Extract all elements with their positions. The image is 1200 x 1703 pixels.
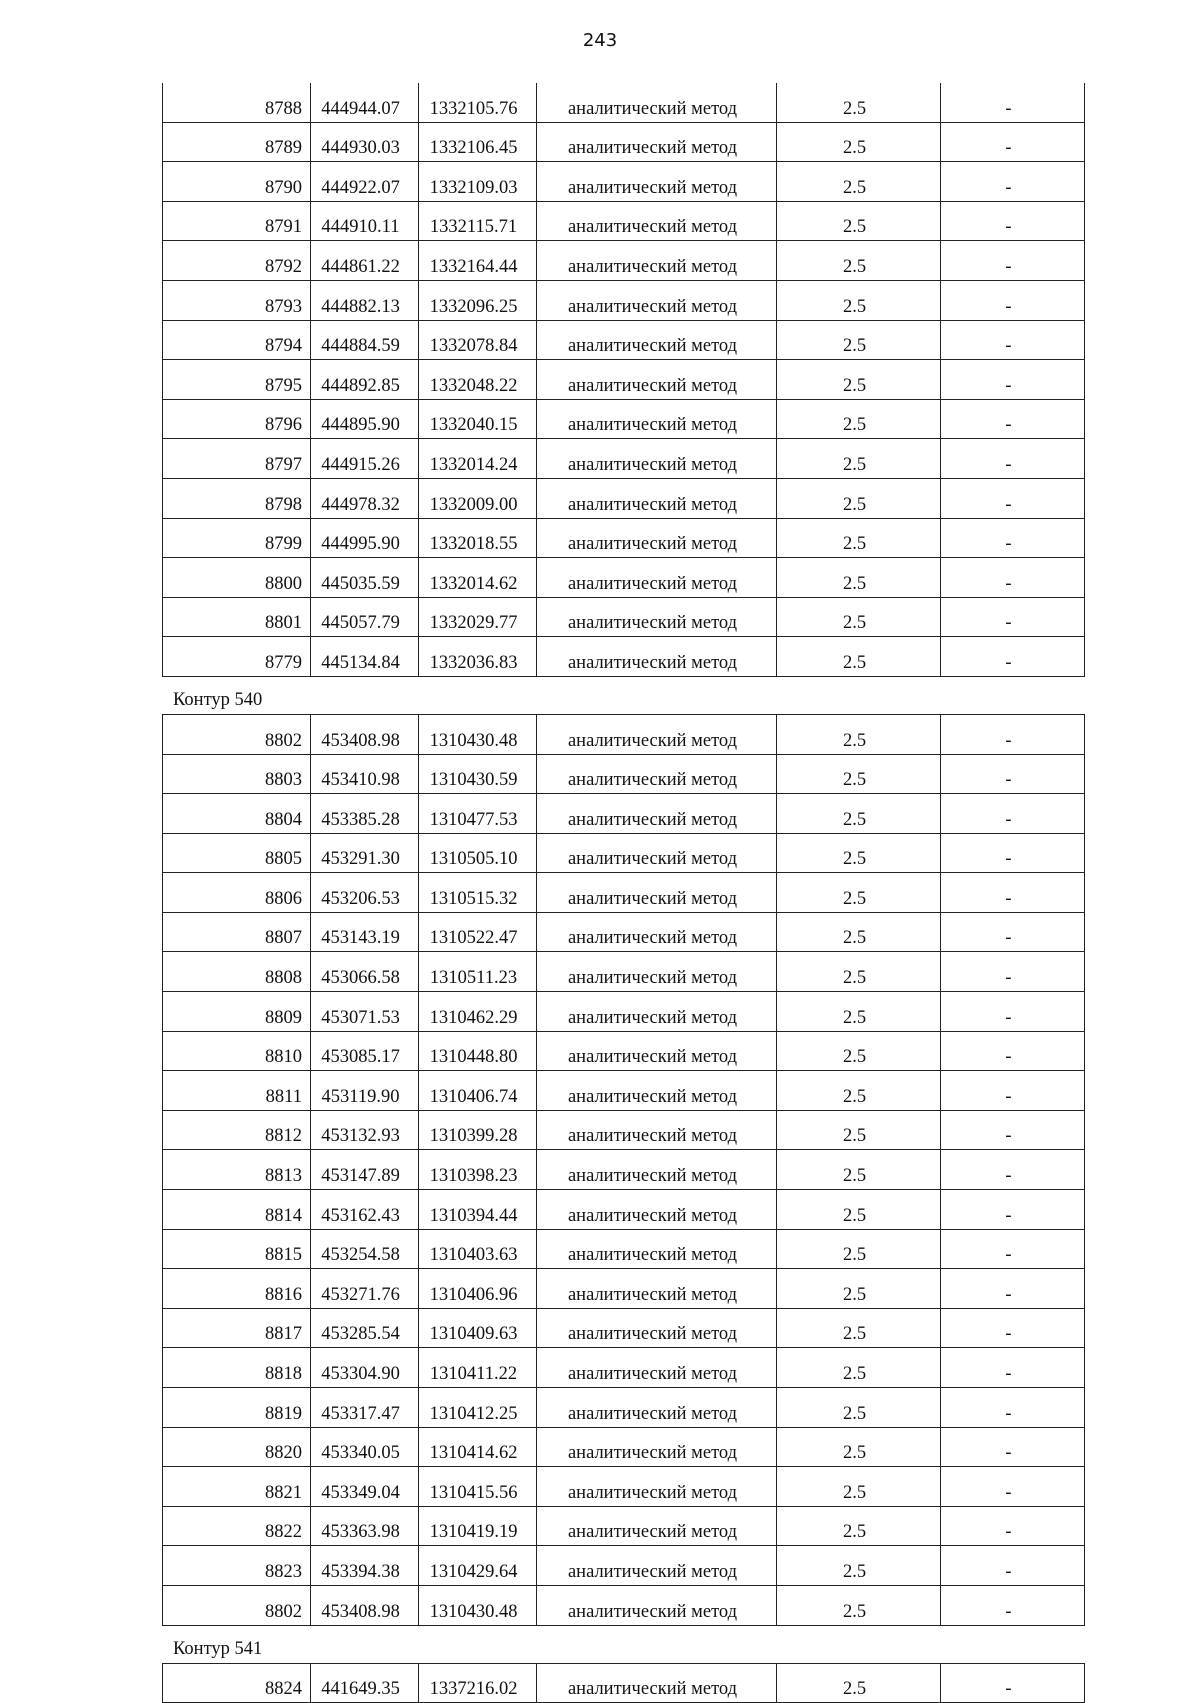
x-coordinate-cell: 453143.19 <box>311 912 419 952</box>
accuracy-cell: 2.5 <box>777 1663 941 1703</box>
page-number: 243 <box>582 30 618 51</box>
x-coordinate-cell: 453254.58 <box>311 1229 419 1269</box>
point-number-cell: 8813 <box>163 1150 311 1190</box>
method-cell: аналитический метод <box>537 1546 777 1586</box>
method-cell: аналитический метод <box>537 1427 777 1467</box>
method-cell: аналитический метод <box>537 873 777 913</box>
y-coordinate-cell: 1332018.55 <box>419 518 537 558</box>
method-cell: аналитический метод <box>537 1150 777 1190</box>
accuracy-cell: 2.5 <box>777 714 941 754</box>
x-coordinate-cell: 453349.04 <box>311 1467 419 1507</box>
table-row <box>163 122 1085 162</box>
y-coordinate-cell: 1310406.74 <box>419 1071 537 1111</box>
description-cell: - <box>941 1663 1085 1703</box>
method-cell: аналитический метод <box>537 794 777 834</box>
method-cell: аналитический метод <box>537 241 777 281</box>
method-cell: аналитический метод <box>537 478 777 518</box>
table-row <box>163 873 1085 913</box>
x-coordinate-cell: 453340.05 <box>311 1427 419 1467</box>
description-cell: - <box>941 1348 1085 1388</box>
point-number-cell: 8824 <box>163 1663 311 1703</box>
method-cell: аналитический метод <box>537 1190 777 1230</box>
description-cell: - <box>941 1546 1085 1586</box>
table-row <box>163 399 1085 439</box>
method-cell: аналитический метод <box>537 83 777 122</box>
description-cell: - <box>941 280 1085 320</box>
accuracy-cell: 2.5 <box>777 1467 941 1507</box>
y-coordinate-cell: 1310394.44 <box>419 1190 537 1230</box>
description-cell: - <box>941 1388 1085 1428</box>
table-row <box>163 1585 1085 1625</box>
y-coordinate-cell: 1310403.63 <box>419 1229 537 1269</box>
table-row <box>163 952 1085 992</box>
x-coordinate-cell: 445035.59 <box>311 558 419 598</box>
point-number-cell: 8805 <box>163 833 311 873</box>
x-coordinate-cell: 453317.47 <box>311 1388 419 1428</box>
y-coordinate-cell: 1310415.56 <box>419 1467 537 1507</box>
method-cell: аналитический метод <box>537 1388 777 1428</box>
point-number-cell: 8799 <box>163 518 311 558</box>
accuracy-cell: 2.5 <box>777 1229 941 1269</box>
method-cell: аналитический метод <box>537 320 777 360</box>
x-coordinate-cell: 444892.85 <box>311 360 419 400</box>
accuracy-cell: 2.5 <box>777 952 941 992</box>
x-coordinate-cell: 444895.90 <box>311 399 419 439</box>
accuracy-cell: 2.5 <box>777 518 941 558</box>
x-coordinate-cell: 453206.53 <box>311 873 419 913</box>
y-coordinate-cell: 1332078.84 <box>419 320 537 360</box>
accuracy-cell: 2.5 <box>777 558 941 598</box>
method-cell: аналитический метод <box>537 122 777 162</box>
accuracy-cell: 2.5 <box>777 637 941 677</box>
accuracy-cell: 2.5 <box>777 1190 941 1230</box>
accuracy-cell: 2.5 <box>777 399 941 439</box>
y-coordinate-cell: 1310430.48 <box>419 1585 537 1625</box>
description-cell: - <box>941 952 1085 992</box>
description-cell: - <box>941 637 1085 677</box>
accuracy-cell: 2.5 <box>777 1388 941 1428</box>
accuracy-cell: 2.5 <box>777 1110 941 1150</box>
y-coordinate-cell: 1310414.62 <box>419 1427 537 1467</box>
description-cell: - <box>941 399 1085 439</box>
x-coordinate-cell: 453385.28 <box>311 794 419 834</box>
x-coordinate-cell: 453147.89 <box>311 1150 419 1190</box>
x-coordinate-cell: 444884.59 <box>311 320 419 360</box>
point-number-cell: 8804 <box>163 794 311 834</box>
y-coordinate-cell: 1337216.02 <box>419 1663 537 1703</box>
method-cell: аналитический метод <box>537 637 777 677</box>
point-number-cell: 8817 <box>163 1308 311 1348</box>
x-coordinate-cell: 444910.11 <box>311 201 419 241</box>
table-row <box>163 1150 1085 1190</box>
point-number-cell: 8779 <box>163 637 311 677</box>
x-coordinate-cell: 453271.76 <box>311 1269 419 1309</box>
method-cell: аналитический метод <box>537 201 777 241</box>
y-coordinate-cell: 1332040.15 <box>419 399 537 439</box>
x-coordinate-cell: 444882.13 <box>311 280 419 320</box>
y-coordinate-cell: 1332096.25 <box>419 280 537 320</box>
description-cell: - <box>941 1150 1085 1190</box>
table-row <box>163 794 1085 834</box>
description-cell: - <box>941 201 1085 241</box>
point-number-cell: 8790 <box>163 162 311 202</box>
method-cell: аналитический метод <box>537 558 777 598</box>
accuracy-cell: 2.5 <box>777 1427 941 1467</box>
y-coordinate-cell: 1310398.23 <box>419 1150 537 1190</box>
method-cell: аналитический метод <box>537 912 777 952</box>
x-coordinate-cell: 453285.54 <box>311 1308 419 1348</box>
accuracy-cell: 2.5 <box>777 1150 941 1190</box>
table-row <box>163 1229 1085 1269</box>
description-cell: - <box>941 478 1085 518</box>
description-cell: - <box>941 122 1085 162</box>
method-cell: аналитический метод <box>537 439 777 479</box>
y-coordinate-cell: 1310429.64 <box>419 1546 537 1586</box>
point-number-cell: 8807 <box>163 912 311 952</box>
table-row <box>163 360 1085 400</box>
table-row <box>163 201 1085 241</box>
description-cell: - <box>941 1031 1085 1071</box>
method-cell: аналитический метод <box>537 597 777 637</box>
y-coordinate-cell: 1332105.76 <box>419 83 537 122</box>
point-number-cell: 8795 <box>163 360 311 400</box>
table-row <box>163 754 1085 794</box>
y-coordinate-cell: 1310430.59 <box>419 754 537 794</box>
description-cell: - <box>941 1585 1085 1625</box>
table-row <box>163 1388 1085 1428</box>
description-cell: - <box>941 241 1085 281</box>
x-coordinate-cell: 444922.07 <box>311 162 419 202</box>
table-row <box>163 597 1085 637</box>
point-number-cell: 8812 <box>163 1110 311 1150</box>
y-coordinate-cell: 1332164.44 <box>419 241 537 281</box>
accuracy-cell: 2.5 <box>777 1269 941 1309</box>
method-cell: аналитический метод <box>537 1467 777 1507</box>
accuracy-cell: 2.5 <box>777 1585 941 1625</box>
table-row <box>163 1427 1085 1467</box>
description-cell: - <box>941 833 1085 873</box>
method-cell: аналитический метод <box>537 833 777 873</box>
description-cell: - <box>941 1229 1085 1269</box>
description-cell: - <box>941 754 1085 794</box>
table-row <box>163 1071 1085 1111</box>
x-coordinate-cell: 444978.32 <box>311 478 419 518</box>
table-row <box>163 714 1085 754</box>
x-coordinate-cell: 453394.38 <box>311 1546 419 1586</box>
table-row <box>163 518 1085 558</box>
table-row <box>163 912 1085 952</box>
point-number-cell: 8820 <box>163 1427 311 1467</box>
point-number-cell: 8808 <box>163 952 311 992</box>
contour-label: Контур 540 <box>173 689 263 710</box>
accuracy-cell: 2.5 <box>777 1348 941 1388</box>
description-cell: - <box>941 1190 1085 1230</box>
description-cell: - <box>941 162 1085 202</box>
y-coordinate-cell: 1310411.22 <box>419 1348 537 1388</box>
point-number-cell: 8801 <box>163 597 311 637</box>
table-row <box>163 1467 1085 1507</box>
accuracy-cell: 2.5 <box>777 122 941 162</box>
accuracy-cell: 2.5 <box>777 201 941 241</box>
accuracy-cell: 2.5 <box>777 992 941 1032</box>
point-number-cell: 8806 <box>163 873 311 913</box>
accuracy-cell: 2.5 <box>777 280 941 320</box>
x-coordinate-cell: 453085.17 <box>311 1031 419 1071</box>
description-cell: - <box>941 912 1085 952</box>
description-cell: - <box>941 873 1085 913</box>
coordinates-document <box>162 83 1084 1703</box>
table-row <box>163 478 1085 518</box>
point-number-cell: 8796 <box>163 399 311 439</box>
y-coordinate-cell: 1310515.32 <box>419 873 537 913</box>
method-cell: аналитический метод <box>537 992 777 1032</box>
table-row <box>163 1546 1085 1586</box>
x-coordinate-cell: 453304.90 <box>311 1348 419 1388</box>
method-cell: аналитический метод <box>537 360 777 400</box>
x-coordinate-cell: 453132.93 <box>311 1110 419 1150</box>
accuracy-cell: 2.5 <box>777 1546 941 1586</box>
method-cell: аналитический метод <box>537 1663 777 1703</box>
point-number-cell: 8819 <box>163 1388 311 1428</box>
method-cell: аналитический метод <box>537 1071 777 1111</box>
y-coordinate-cell: 1332048.22 <box>419 360 537 400</box>
accuracy-cell: 2.5 <box>777 83 941 122</box>
accuracy-cell: 2.5 <box>777 794 941 834</box>
accuracy-cell: 2.5 <box>777 241 941 281</box>
accuracy-cell: 2.5 <box>777 754 941 794</box>
y-coordinate-cell: 1332115.71 <box>419 201 537 241</box>
method-cell: аналитический метод <box>537 1308 777 1348</box>
x-coordinate-cell: 453119.90 <box>311 1071 419 1111</box>
point-number-cell: 8811 <box>163 1071 311 1111</box>
coordinates-table <box>162 714 1085 1626</box>
table-row <box>163 241 1085 281</box>
point-number-cell: 8792 <box>163 241 311 281</box>
table-row <box>163 558 1085 598</box>
description-cell: - <box>941 992 1085 1032</box>
x-coordinate-cell: 453363.98 <box>311 1506 419 1546</box>
description-cell: - <box>941 518 1085 558</box>
table-row <box>163 1348 1085 1388</box>
y-coordinate-cell: 1310448.80 <box>419 1031 537 1071</box>
y-coordinate-cell: 1332109.03 <box>419 162 537 202</box>
accuracy-cell: 2.5 <box>777 1308 941 1348</box>
table-row <box>163 833 1085 873</box>
description-cell: - <box>941 1110 1085 1150</box>
table-row <box>163 162 1085 202</box>
method-cell: аналитический метод <box>537 518 777 558</box>
accuracy-cell: 2.5 <box>777 320 941 360</box>
method-cell: аналитический метод <box>537 754 777 794</box>
point-number-cell: 8823 <box>163 1546 311 1586</box>
point-number-cell: 8814 <box>163 1190 311 1230</box>
point-number-cell: 8802 <box>163 1585 311 1625</box>
point-number-cell: 8816 <box>163 1269 311 1309</box>
description-cell: - <box>941 439 1085 479</box>
table-row <box>163 83 1085 122</box>
table-row <box>163 1506 1085 1546</box>
table-row <box>163 280 1085 320</box>
accuracy-cell: 2.5 <box>777 1506 941 1546</box>
x-coordinate-cell: 444995.90 <box>311 518 419 558</box>
table-row <box>163 992 1085 1032</box>
x-coordinate-cell: 445134.84 <box>311 637 419 677</box>
description-cell: - <box>941 1071 1085 1111</box>
method-cell: аналитический метод <box>537 280 777 320</box>
y-coordinate-cell: 1310406.96 <box>419 1269 537 1309</box>
x-coordinate-cell: 453408.98 <box>311 1585 419 1625</box>
method-cell: аналитический метод <box>537 1110 777 1150</box>
method-cell: аналитический метод <box>537 1269 777 1309</box>
contour-label: Контур 541 <box>173 1638 263 1659</box>
point-number-cell: 8822 <box>163 1506 311 1546</box>
y-coordinate-cell: 1310522.47 <box>419 912 537 952</box>
accuracy-cell: 2.5 <box>777 360 941 400</box>
y-coordinate-cell: 1332029.77 <box>419 597 537 637</box>
method-cell: аналитический метод <box>537 162 777 202</box>
table-row <box>163 1031 1085 1071</box>
point-number-cell: 8788 <box>163 83 311 122</box>
description-cell: - <box>941 1269 1085 1309</box>
point-number-cell: 8815 <box>163 1229 311 1269</box>
point-number-cell: 8798 <box>163 478 311 518</box>
y-coordinate-cell: 1310462.29 <box>419 992 537 1032</box>
point-number-cell: 8802 <box>163 714 311 754</box>
description-cell: - <box>941 83 1085 122</box>
point-number-cell: 8793 <box>163 280 311 320</box>
method-cell: аналитический метод <box>537 1585 777 1625</box>
method-cell: аналитический метод <box>537 1031 777 1071</box>
y-coordinate-cell: 1332014.62 <box>419 558 537 598</box>
y-coordinate-cell: 1310419.19 <box>419 1506 537 1546</box>
description-cell: - <box>941 1427 1085 1467</box>
accuracy-cell: 2.5 <box>777 1071 941 1111</box>
method-cell: аналитический метод <box>537 714 777 754</box>
x-coordinate-cell: 453066.58 <box>311 952 419 992</box>
point-number-cell: 8810 <box>163 1031 311 1071</box>
y-coordinate-cell: 1332106.45 <box>419 122 537 162</box>
accuracy-cell: 2.5 <box>777 912 941 952</box>
accuracy-cell: 2.5 <box>777 597 941 637</box>
point-number-cell: 8789 <box>163 122 311 162</box>
accuracy-cell: 2.5 <box>777 478 941 518</box>
x-coordinate-cell: 444930.03 <box>311 122 419 162</box>
description-cell: - <box>941 597 1085 637</box>
y-coordinate-cell: 1332036.83 <box>419 637 537 677</box>
description-cell: - <box>941 714 1085 754</box>
x-coordinate-cell: 441649.35 <box>311 1663 419 1703</box>
accuracy-cell: 2.5 <box>777 833 941 873</box>
point-number-cell: 8821 <box>163 1467 311 1507</box>
method-cell: аналитический метод <box>537 1348 777 1388</box>
x-coordinate-cell: 453410.98 <box>311 754 419 794</box>
description-cell: - <box>941 1467 1085 1507</box>
table-row <box>163 439 1085 479</box>
x-coordinate-cell: 444944.07 <box>311 83 419 122</box>
y-coordinate-cell: 1310477.53 <box>419 794 537 834</box>
x-coordinate-cell: 453408.98 <box>311 714 419 754</box>
x-coordinate-cell: 453162.43 <box>311 1190 419 1230</box>
table-row <box>163 320 1085 360</box>
point-number-cell: 8794 <box>163 320 311 360</box>
accuracy-cell: 2.5 <box>777 1031 941 1071</box>
y-coordinate-cell: 1310412.25 <box>419 1388 537 1428</box>
x-coordinate-cell: 445057.79 <box>311 597 419 637</box>
description-cell: - <box>941 558 1085 598</box>
point-number-cell: 8791 <box>163 201 311 241</box>
table-row <box>163 1190 1085 1230</box>
table-row <box>163 1110 1085 1150</box>
point-number-cell: 8803 <box>163 754 311 794</box>
description-cell: - <box>941 1506 1085 1546</box>
table-row <box>163 637 1085 677</box>
point-number-cell: 8800 <box>163 558 311 598</box>
description-cell: - <box>941 794 1085 834</box>
table-row <box>163 1308 1085 1348</box>
point-number-cell: 8797 <box>163 439 311 479</box>
method-cell: аналитический метод <box>537 1229 777 1269</box>
y-coordinate-cell: 1310399.28 <box>419 1110 537 1150</box>
table-row <box>163 1269 1085 1309</box>
x-coordinate-cell: 444861.22 <box>311 241 419 281</box>
accuracy-cell: 2.5 <box>777 873 941 913</box>
accuracy-cell: 2.5 <box>777 439 941 479</box>
x-coordinate-cell: 453071.53 <box>311 992 419 1032</box>
method-cell: аналитический метод <box>537 952 777 992</box>
y-coordinate-cell: 1310409.63 <box>419 1308 537 1348</box>
y-coordinate-cell: 1310430.48 <box>419 714 537 754</box>
x-coordinate-cell: 444915.26 <box>311 439 419 479</box>
method-cell: аналитический метод <box>537 399 777 439</box>
coordinates-table <box>162 83 1085 677</box>
method-cell: аналитический метод <box>537 1506 777 1546</box>
y-coordinate-cell: 1332009.00 <box>419 478 537 518</box>
y-coordinate-cell: 1332014.24 <box>419 439 537 479</box>
point-number-cell: 8809 <box>163 992 311 1032</box>
x-coordinate-cell: 453291.30 <box>311 833 419 873</box>
point-number-cell: 8818 <box>163 1348 311 1388</box>
y-coordinate-cell: 1310511.23 <box>419 952 537 992</box>
description-cell: - <box>941 360 1085 400</box>
y-coordinate-cell: 1310505.10 <box>419 833 537 873</box>
description-cell: - <box>941 1308 1085 1348</box>
accuracy-cell: 2.5 <box>777 162 941 202</box>
description-cell: - <box>941 320 1085 360</box>
